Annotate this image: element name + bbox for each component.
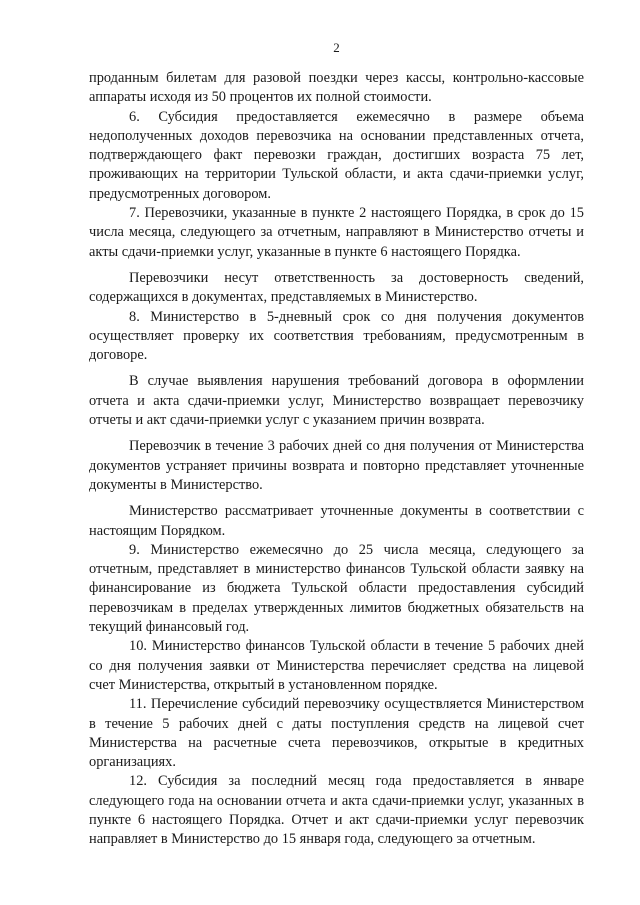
paragraph-responsibility: Перевозчики несут ответственность за достоверность сведений, содержащихся в документах, представляемых в Министерство. (89, 269, 584, 306)
page-number: 2 (333, 40, 340, 55)
paragraph-item-11: 11. Перечисление субсидий перевозчику осуществляется Министерством в течение 5 рабочих дней с даты поступления средств на лицевой счет Министерства на расчетные счета перевозчиков, открытые в кредитных организациях. (89, 696, 584, 771)
paragraph-violation: В случае выявления нарушения требований договора в оформлении отчета и акта сдачи-приемки услуг, Министерство возвращает перевозчику отчеты и акт сдачи-приемки услуг с указанием причин возврата. (89, 373, 584, 429)
paragraph-ministry-review: Министерство рассматривает уточненные документы в соответствии с настоящим Порядком. (89, 503, 584, 539)
paragraph-item-7: 7. Перевозчики, указанные в пункте 2 настоящего Порядка, в срок до 15 числа месяца, следующего за отчетным, направляют в Министерство отчеты и акты сдачи-приемки услуг, указанные в пункте 6 настоящего Порядка. (89, 205, 584, 260)
paragraph-carrier-correction: Перевозчик в течение 3 рабочих дней со дня получения от Министерства документов устраняет причины возврата и повторно представляет уточненные документы в Министерство. (89, 438, 584, 493)
paragraph-item-8: 8. Министерство в 5-дневный срок со дня получения документов осуществляет проверку их соответствия требованиям, предусмотренным в договоре. (89, 308, 584, 364)
paragraph-item-6: 6. Субсидия предоставляется ежемесячно в размере объема недополученных доходов перевозчика на основании представленных отчета, подтверждающего факт перевозки граждан, достигших возраста 75 лет, проживающих на территории Тульской области, и акта сдачи-приемки услуг, предусмотренных договором. (89, 108, 584, 202)
paragraph-item-9: 9. Министерство ежемесячно до 25 числа месяца, следующего за отчетным, представляет в министерство финансов Тульской области заявку на финансирование из бюджета Тульской области предоставления субсидий перевозчикам в пределах утвержденных лимитов бюджетных обязательств на текущий финансовый год. (89, 541, 584, 636)
paragraph-item-10: 10. Министерство финансов Тульской области в течение 5 рабочих дней со дня получения заявки от Министерства перечисляет средства на лицевой счет Министерства, открытый в установленном порядке. (89, 638, 584, 693)
paragraph-item-12: 12. Субсидия за последний месяц года предоставляется в январе следующего года на основании отчета и акта сдачи-приемки услуг, указанных в пункте 6 настоящего Порядка. Отчет и акт сдачи-приемки услуг перевозчик направляет в Министерство до 15 января года, следующего за отчетным. (89, 773, 584, 848)
paragraph-continuation: проданным билетам для разовой поездки через кассы, контрольно-кассовые аппараты исходя из 50 процентов их полной стоимости. (89, 70, 584, 106)
